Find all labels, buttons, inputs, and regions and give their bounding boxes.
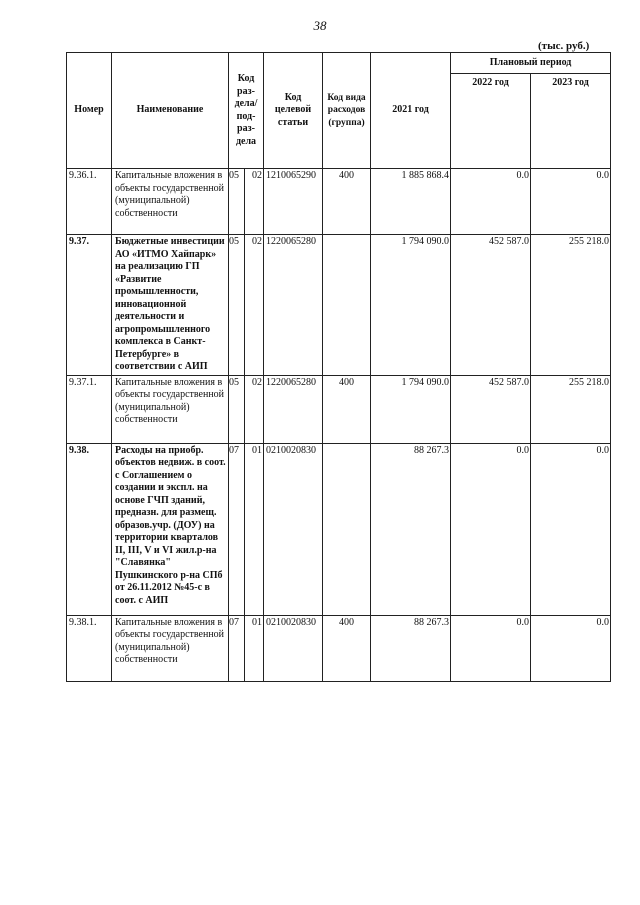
row-target: 1220065280 <box>264 375 323 443</box>
page-number: 38 <box>313 18 327 33</box>
row-expense: 400 <box>323 615 371 681</box>
table-row <box>67 615 611 681</box>
row-subsection: 01 <box>245 443 264 615</box>
row-2023: 255 218.0 <box>531 235 611 376</box>
row-target: 1210065290 <box>264 169 323 235</box>
row-name: Расходы на приобр. объектов недвиж. в соот. с Соглашением о создании и экспл. на основе ГЧП зданий, предназн. для размещ. образов.учр. (ДОУ) на территории кварталов II, III, V и VI жил.р-на "Славянка" Пушкинского р-на СПб от 26.11.2012 №45-с в соот. с АИП <box>112 443 229 615</box>
row-name: Капитальные вложения в объекты государственной (муниципальной) собственности <box>112 615 229 681</box>
row-number: 9.38. <box>67 443 112 615</box>
table-row <box>67 375 611 443</box>
row-subsection: 01 <box>245 615 264 681</box>
row-subsection: 02 <box>245 235 264 376</box>
row-expense: 400 <box>323 375 371 443</box>
row-number: 9.36.1. <box>67 169 112 235</box>
row-number: 9.37.1. <box>67 375 112 443</box>
header-2021: 2021 год <box>371 53 451 169</box>
row-section: 07 <box>229 443 245 615</box>
row-name: Капитальные вложения в объекты государственной (муниципальной) собственности <box>112 375 229 443</box>
row-2023: 0.0 <box>531 615 611 681</box>
row-subsection: 02 <box>245 375 264 443</box>
row-2021: 1 794 090.0 <box>371 375 451 443</box>
row-expense <box>323 443 371 615</box>
header-section: Код раз-дела/ под-раз-дела <box>229 53 264 169</box>
row-section: 05 <box>229 169 245 235</box>
row-2021: 1 794 090.0 <box>371 235 451 376</box>
header-2022: 2022 год <box>451 74 531 169</box>
row-section: 05 <box>229 235 245 376</box>
row-subsection: 02 <box>245 169 264 235</box>
table-row <box>67 169 611 235</box>
row-section: 05 <box>229 375 245 443</box>
header-expense: Код вида расходов (группа) <box>323 53 371 169</box>
row-2022: 0.0 <box>451 443 531 615</box>
row-section: 07 <box>229 615 245 681</box>
row-number: 9.37. <box>67 235 112 376</box>
header-2023: 2023 год <box>531 74 611 169</box>
header-planned-period: Плановый период <box>451 53 611 74</box>
row-2022: 452 587.0 <box>451 235 531 376</box>
header-target: Код целевой статьи <box>264 53 323 169</box>
row-2022: 0.0 <box>451 169 531 235</box>
row-target: 0210020830 <box>264 443 323 615</box>
row-2023: 255 218.0 <box>531 375 611 443</box>
row-name: Капитальные вложения в объекты государственной (муниципальной) собственности <box>112 169 229 235</box>
row-2023: 0.0 <box>531 443 611 615</box>
row-expense <box>323 235 371 376</box>
budget-table <box>66 52 611 682</box>
row-2022: 0.0 <box>451 615 531 681</box>
unit-label: (тыс. руб.) <box>538 40 590 52</box>
row-name: Бюджетные инвестиции АО «ИТМО Хайпарк» на реализацию ГП «Развитие промышленности, инновационной деятельности и агропромышленного комплекса в Санкт-Петербурге» в соответствии с АИП <box>112 235 229 376</box>
row-target: 0210020830 <box>264 615 323 681</box>
row-2022: 452 587.0 <box>451 375 531 443</box>
row-target: 1220065280 <box>264 235 323 376</box>
row-expense: 400 <box>323 169 371 235</box>
header-number: Номер <box>67 53 112 169</box>
row-number: 9.38.1. <box>67 615 112 681</box>
row-2021: 88 267.3 <box>371 615 451 681</box>
row-2021: 1 885 868.4 <box>371 169 451 235</box>
table-row <box>67 443 611 615</box>
table-row <box>67 235 611 376</box>
row-2021: 88 267.3 <box>371 443 451 615</box>
row-2023: 0.0 <box>531 169 611 235</box>
header-name: Наименование <box>112 53 229 169</box>
